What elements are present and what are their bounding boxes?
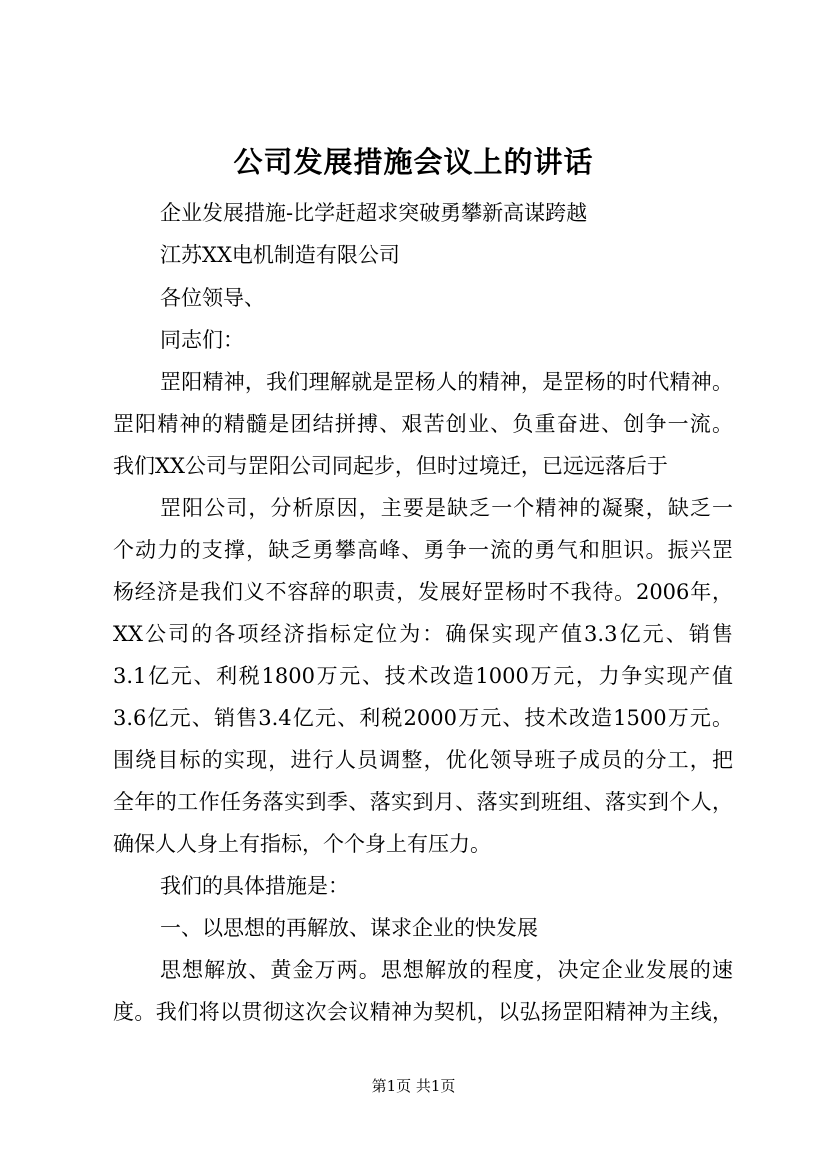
paragraph-line: 度。我们将以贯彻这次会议精神为契机，以弘扬罡阳精神为主线， [113,1000,733,1024]
paragraph-line: 我们XX公司与罡阳公司同起步，但时过境迁，已远远落后于 [113,454,668,478]
page-number: 第1页 共1页 [371,1077,456,1095]
paragraph-line: 3.1亿元、利税1800万元、技术改造1000万元，力争实现产值 [113,664,733,688]
paragraph-line: 我们的具体措施是： [160,874,349,898]
paragraph-line: 个动力的支撑，缺乏勇攀高峰、勇争一流的勇气和胆识。振兴罡 [113,538,733,562]
paragraph-line: 全年的工作任务落实到季、落实到月、落实到班组、落实到个人， [113,790,733,814]
paragraph-line: 思想解放、黄金万两。思想解放的程度，决定企业发展的速 [160,958,733,982]
paragraph-line: 3.6亿元、销售3.4亿元、利税2000万元、技术改造1500万元。 [113,706,733,730]
salutation-line: 各位领导、 [160,286,265,310]
paragraph-line: 围绕目标的实现，进行人员调整，优化领导班子成员的分工，把 [113,748,733,772]
paragraph-line: 罡阳精神，我们理解就是罡杨人的精神，是罡杨的时代精神。 [160,370,733,394]
paragraph-line: 确保人人身上有指标，个个身上有压力。 [113,832,491,856]
section-heading: 一、以思想的再解放、谋求企业的快发展 [160,916,538,940]
paragraph-line: 罡阳公司，分析原因，主要是缺乏一个精神的凝聚，缺乏一 [160,496,733,520]
company-line: 江苏XX电机制造有限公司 [160,243,400,267]
salutation-line: 同志们： [160,328,244,352]
paragraph-line: 罡阳精神的精髓是团结拼搏、艰苦创业、负重奋进、创争一流。 [113,412,733,436]
paragraph-line: 杨经济是我们义不容辞的职责，发展好罡杨时不我待。2006年， [113,580,733,604]
subtitle-line: 企业发展措施-比学赶超求突破勇攀新高谋跨越 [160,201,588,225]
paragraph-line: XX公司的各项经济指标定位为：确保实现产值3.3亿元、销售 [113,622,733,646]
document-title: 公司发展措施会议上的讲话 [233,145,594,179]
